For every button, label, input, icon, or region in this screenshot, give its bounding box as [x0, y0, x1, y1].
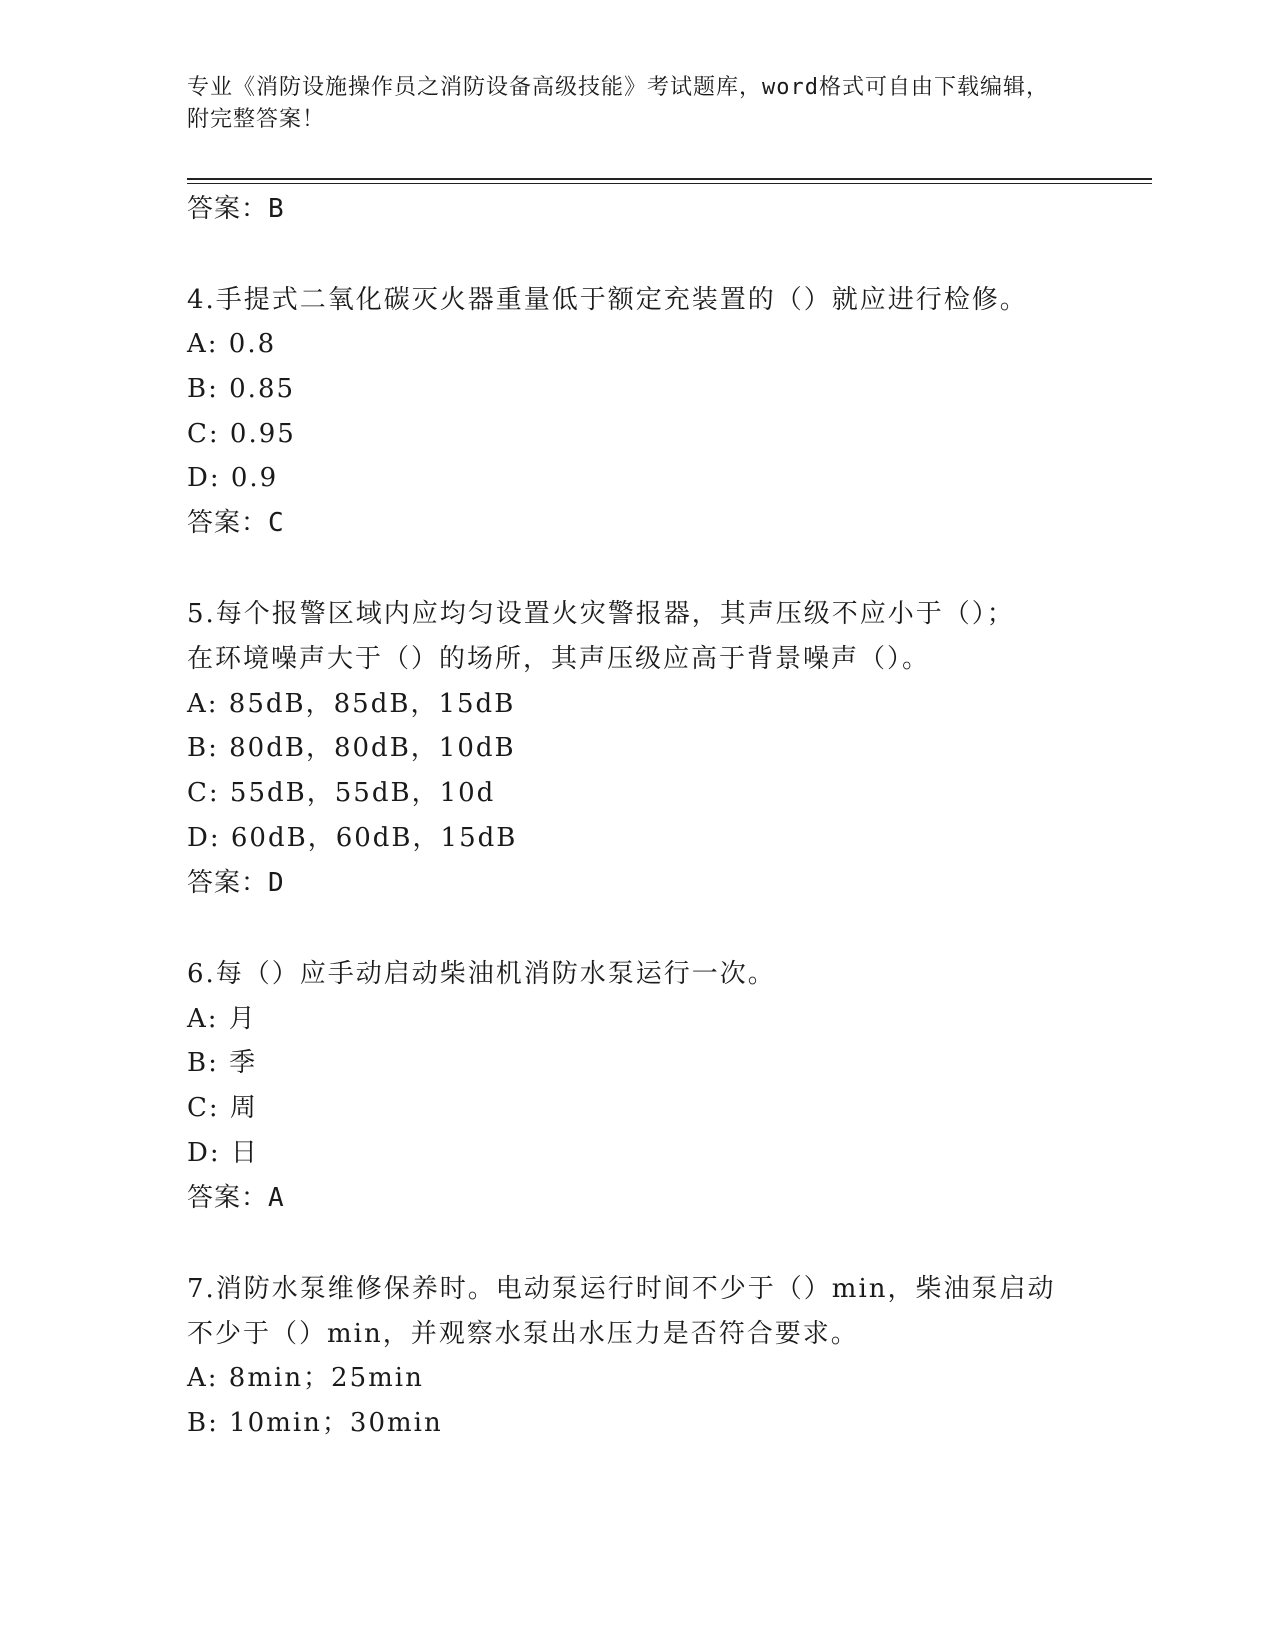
question-stem-continued: 在环境噪声大于（）的场所，其声压级应高于背景噪声（）。: [187, 644, 931, 674]
option-a: A: 0.8: [187, 329, 277, 359]
answer-line: 答案：A: [187, 1183, 285, 1213]
option-d: D: 0.9: [187, 463, 279, 493]
header-rule-thick: [187, 178, 1152, 180]
question-stem: 5.每个报警区域内应均匀设置火灾警报器，其声压级不应小于（）；: [187, 599, 1015, 629]
option-c: C: 0.95: [187, 419, 296, 449]
option-a: A: 月: [187, 1004, 257, 1034]
option-b: B: 80dB，80dB，10dB: [187, 733, 516, 763]
question-stem: 4.手提式二氧化碳灭火器重量低于额定充装置的（）就应进行检修。: [187, 285, 1028, 315]
option-d: D: 60dB，60dB，15dB: [187, 823, 518, 853]
option-b: B: 0.85: [187, 374, 296, 404]
header-rule-thin: [187, 183, 1152, 184]
option-b: B: 季: [187, 1048, 258, 1078]
document-header: 专业《消防设施操作员之消防设备高级技能》考试题库，word格式可自由下载编辑，附完整答案！: [187, 75, 1049, 132]
question-stem-continued: 不少于（）min，并观察水泵出水压力是否符合要求。: [187, 1319, 859, 1349]
answer-line: 答案：B: [187, 194, 285, 224]
option-c: C: 周: [187, 1093, 258, 1123]
option-a: A: 8min；25min: [187, 1363, 424, 1393]
question-stem: 7.消防水泵维修保养时。电动泵运行时间不少于（）min，柴油泵启动: [187, 1274, 1056, 1304]
answer-line: 答案：C: [187, 508, 285, 538]
option-a: A: 85dB，85dB，15dB: [187, 689, 516, 719]
answer-line: 答案：D: [187, 868, 285, 898]
option-d: D: 日: [187, 1138, 259, 1168]
option-b: B: 10min；30min: [187, 1408, 443, 1438]
question-stem: 6.每（）应手动启动柴油机消防水泵运行一次。: [187, 959, 776, 989]
option-c: C: 55dB，55dB，10d: [187, 778, 496, 808]
